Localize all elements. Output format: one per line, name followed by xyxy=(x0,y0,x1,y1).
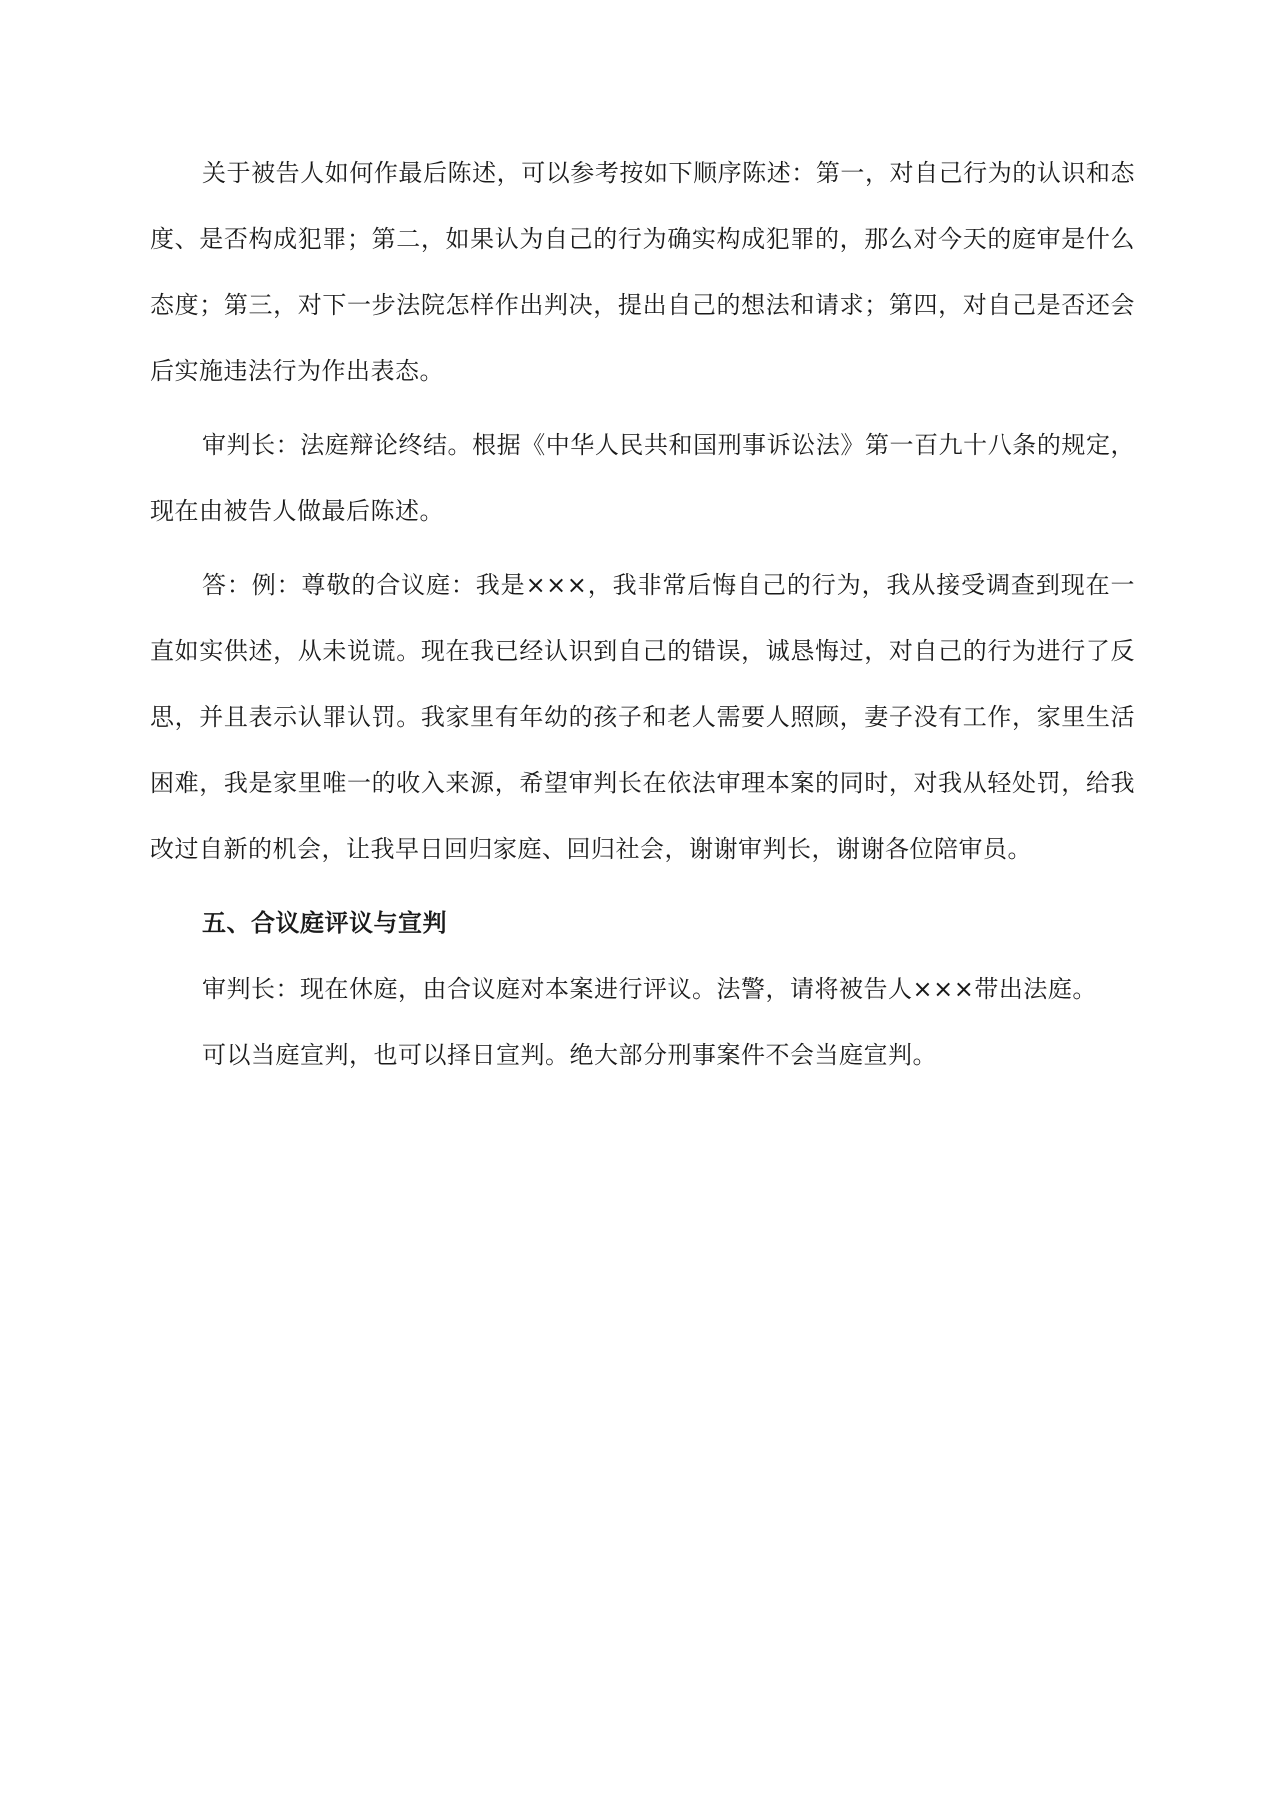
document-body xyxy=(150,140,1135,1088)
paragraph-final-statement-guide: 关于被告人如何作最后陈述，可以参考按如下顺序陈述：第一，对自己行为的认识和态度、是否构成犯罪；第二，如果认为自己的行为确实构成犯罪的，那么对今天的庭审是什么态度；第三，对下一步法院怎样作出判决，提出自己的想法和请求；第四，对自己是否还会后实施违法行为作出表态。 xyxy=(150,159,1135,385)
paragraph-defendant-answer-example: 答：例：尊敬的合议庭：我是×××，我非常后悔自己的行为，我从接受调查到现在一直如实供述，从未说谎。现在我已经认识到自己的错误，诚恳悔过，对自己的行为进行了反思，并且表示认罪认罚。我家里有年幼的孩子和老人需要人照顾，妻子没有工作，家里生活困难，我是家里唯一的收入来源，希望审判长在依法审理本案的同时，对我从轻处罚，给我改过自新的机会，让我早日回归家庭、回归社会，谢谢审判长，谢谢各位陪审员。 xyxy=(150,571,1135,863)
paragraph-recess-statement: 审判长：现在休庭，由合议庭对本案进行评议。法警，请将被告人×××带出法庭。 xyxy=(202,975,1097,1003)
paragraph-presiding-judge-statement: 审判长：法庭辩论终结。根据《中华人民共和国刑事诉讼法》第一百九十八条的规定，现在由被告人做最后陈述。 xyxy=(150,431,1135,525)
paragraph-sentencing-note: 可以当庭宣判，也可以择日宣判。绝大部分刑事案件不会当庭宣判。 xyxy=(202,1041,937,1069)
section-heading: 五、合议庭评议与宣判 xyxy=(202,909,447,937)
